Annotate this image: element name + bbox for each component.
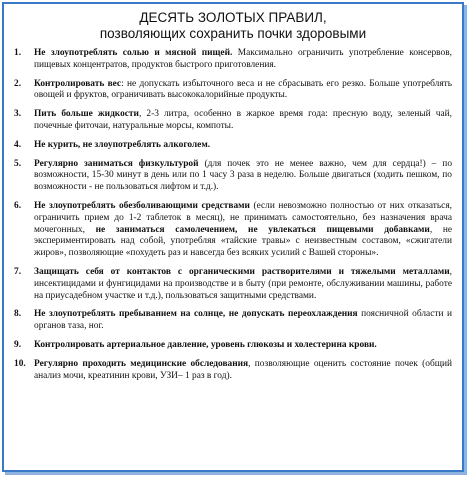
rule-bold-text: Не злоупотреблять солью и мясной пищей. bbox=[34, 48, 233, 58]
title-line-2: позволяющих сохранить почки здоровыми bbox=[99, 26, 367, 41]
rule-text: : не допускать избыточного веса и не сбрасывать его резко. Больше употреблять овощей и фруктов, ограничивать высококалорийные продукты. bbox=[34, 78, 452, 101]
rule-text: (если невозможно полностью от них отказаться, ограничить прием до 1-2 таблеток в месяц), не принимать самостоятельно, без назначения врача мочегонных, bbox=[34, 200, 452, 235]
rule-item bbox=[12, 359, 452, 383]
rule-item bbox=[12, 109, 452, 133]
rule-item bbox=[12, 340, 452, 352]
rule-bold-text: Контролировать вес bbox=[34, 78, 122, 89]
rule-text: , 2-3 литра, особенно в жаркое время года: пресную воду, зеленый чай, почечные фиточаи, натуральные морсы, компоты. bbox=[34, 109, 452, 131]
rule-bold-text: Не злоупотреблять обезболивающими средствами bbox=[34, 200, 250, 211]
rule-item bbox=[12, 201, 452, 260]
rule-item bbox=[12, 267, 452, 302]
rule-bold-text: Контролировать артериальное давление, уровень глюкозы и холестерина крови. bbox=[34, 339, 377, 350]
rule-number: 2. bbox=[14, 78, 22, 89]
rule-item bbox=[12, 140, 452, 152]
rule-number: 10. bbox=[14, 358, 26, 369]
rule-number: 5. bbox=[14, 158, 22, 169]
rule-text: (для почек это не менее важно, чем для сердца!) – по возможности, 15-30 минут в день или по 1 часу 3 раза в неделю. Больше двигаться (ходить пешком, по возможности - не пользоваться лифтом и т.д.). bbox=[34, 158, 453, 193]
rule-bold-text: Защищать себя от контактов с органическими растворителями и тяжелыми металлами bbox=[34, 266, 450, 277]
rule-text: , не экспериментировать над собой, употребляя «тайские травы» с неизвестным составом, «сжигатели жиров», позволяющие «похудеть раз и навсегда без всяких усилий с Вашей стороны». bbox=[34, 224, 452, 259]
rule-bold-text: Не курить, не злоупотреблять алкоголем. bbox=[34, 139, 211, 150]
rule-item bbox=[12, 309, 452, 333]
rules-list bbox=[12, 48, 452, 389]
rule-item bbox=[12, 159, 452, 194]
page-title bbox=[4, 10, 462, 42]
rule-item bbox=[12, 48, 452, 72]
rule-number: 1. bbox=[14, 48, 22, 58]
rules-poster bbox=[2, 2, 464, 472]
rule-item bbox=[12, 79, 452, 103]
rule-number: 8. bbox=[14, 309, 22, 320]
rule-number: 7. bbox=[14, 266, 22, 277]
rule-text: , позволяющие оценить состояние почек (общий анализ мочи, креатинин крови, УЗИ– 1 раз в год). bbox=[34, 358, 452, 381]
rule-number: 4. bbox=[14, 139, 22, 150]
rule-text: , инсектицидами и фунгицидами на производстве и в быту (при ремонте, обслуживании машины, работе на приусадебном участке и т.д.), пользоваться защитными средствами. bbox=[34, 266, 452, 301]
rule-text: поясничной области и органов таза, ног. bbox=[34, 309, 453, 332]
rule-bold-text: не заниматься самолечением, не увлекаться пищевыми добавками bbox=[95, 224, 430, 235]
rule-bold-text: Не злоупотреблять пребыванием на солнце, не допускать переохлаждения bbox=[34, 309, 358, 320]
rule-text: Максимально ограничить употребление консервов, пищевых концентратов, продуктов быстрого приготовления. bbox=[34, 48, 452, 70]
rule-bold-text: Пить больше жидкости bbox=[34, 109, 139, 120]
rule-bold-text: Регулярно заниматься физкультурой bbox=[34, 158, 199, 169]
rule-number: 3. bbox=[14, 109, 22, 120]
rule-number: 9. bbox=[14, 339, 22, 350]
rule-number: 6. bbox=[14, 200, 22, 211]
rule-bold-text: Регулярно проходить медицинские обследования bbox=[34, 358, 249, 369]
title-line-1: ДЕСЯТЬ ЗОЛОТЫХ ПРАВИЛ, bbox=[139, 10, 327, 25]
